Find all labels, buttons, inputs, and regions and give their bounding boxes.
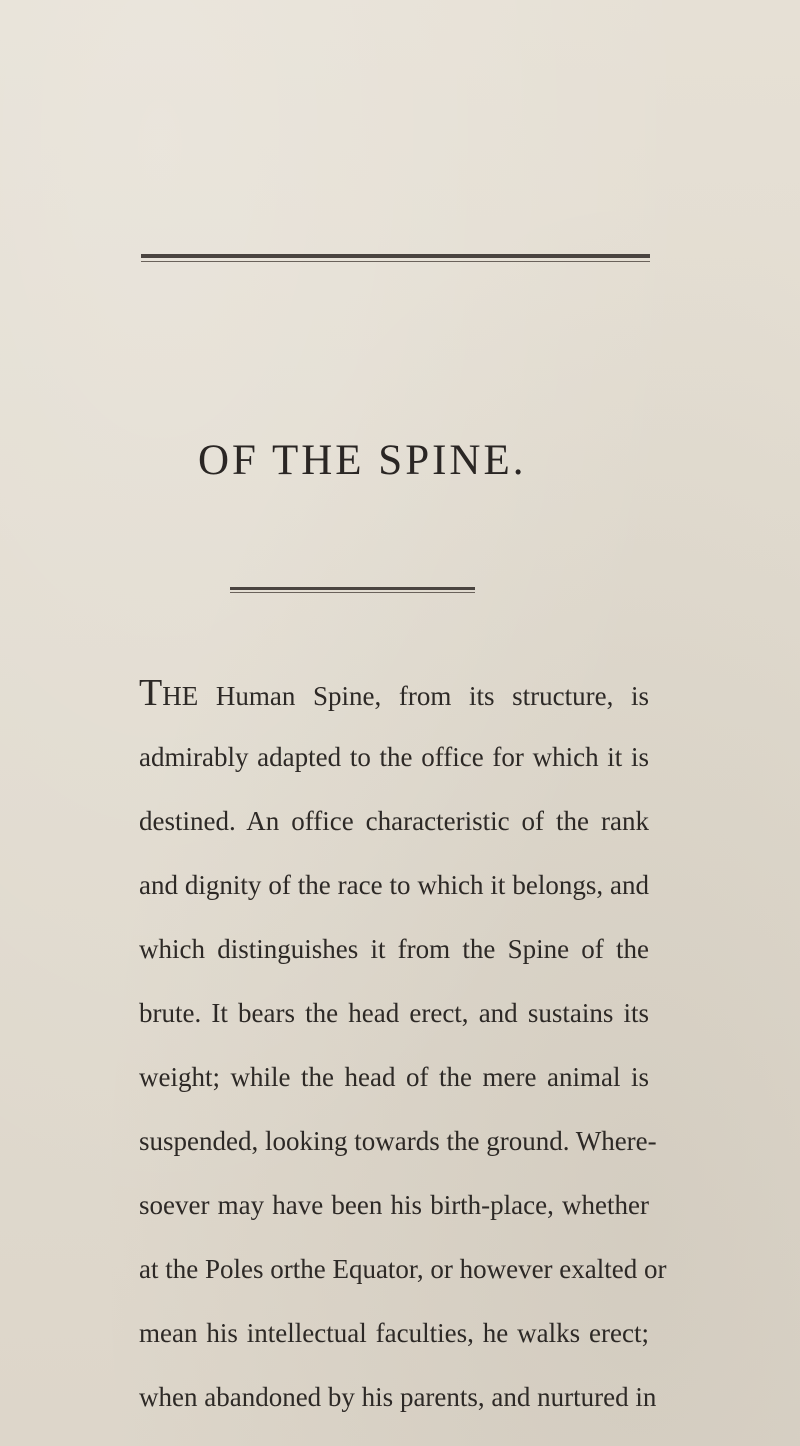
heading-rule-thick xyxy=(230,587,475,590)
heading-rule xyxy=(230,587,475,595)
first-word-rest: HE xyxy=(162,681,199,711)
text-line: and dignity of the race to which it belongs, and xyxy=(139,870,649,900)
text-line: weight; while the head of the mere animal is xyxy=(139,1062,649,1092)
text-line: soever may have been his birth-place, whether xyxy=(139,1190,649,1220)
text-line xyxy=(139,661,649,725)
heading-rule-thin xyxy=(230,592,475,593)
chapter-heading: OF THE SPINE. xyxy=(198,437,527,484)
text-line: when abandoned by his parents, and nurtured in xyxy=(139,1382,657,1412)
text-line: destined. An office characteristic of the rank xyxy=(139,806,649,836)
top-rule xyxy=(141,254,650,266)
text-line-content: Human Spine, from its structure, is xyxy=(215,681,649,711)
text-line: suspended, looking towards the ground. Where- xyxy=(139,1126,657,1156)
text-line: brute. It bears the head erect, and sustains its xyxy=(139,998,649,1028)
text-line: which distinguishes it from the Spine of the xyxy=(139,934,649,964)
initial-capital: T xyxy=(139,672,163,714)
text-line: admirably adapted to the office for which it is xyxy=(139,742,649,772)
text-line: mean his intellectual faculties, he walks erect; xyxy=(139,1318,649,1348)
top-rule-thick xyxy=(141,254,650,258)
text-line: at the Poles orthe Equator, or however exalted or xyxy=(139,1254,667,1284)
body-paragraph xyxy=(139,661,667,1429)
top-rule-thin xyxy=(141,261,650,262)
